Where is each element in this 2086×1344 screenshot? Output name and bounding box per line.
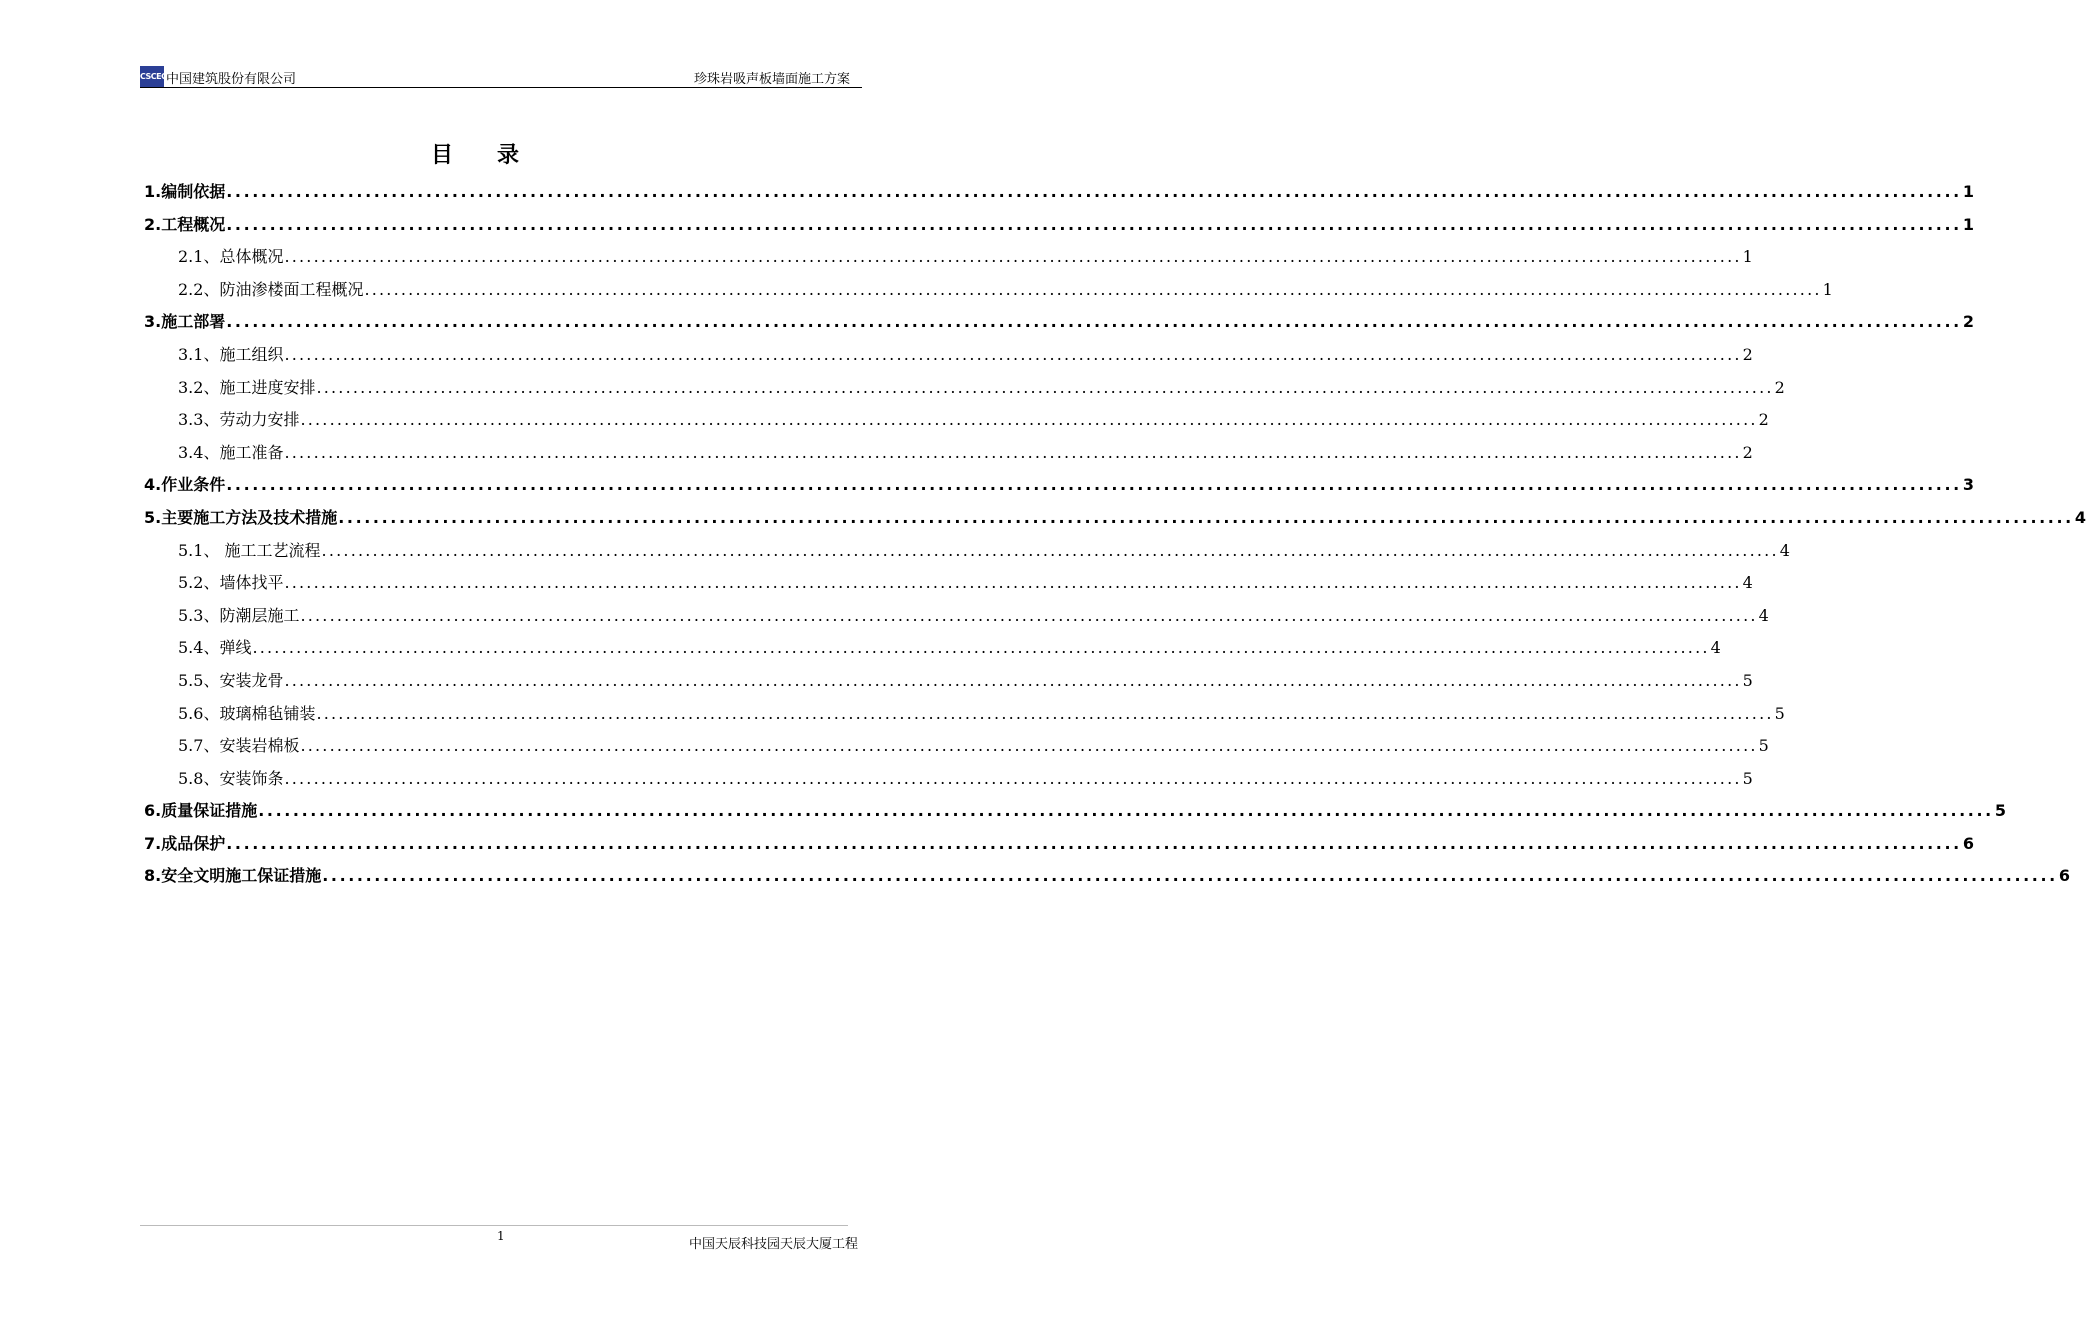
footer-divider — [140, 1225, 848, 1226]
toc-entry-label: 3.3、劳动力安排 — [178, 410, 300, 430]
toc-entry-label: 2.工程概况 — [144, 214, 226, 234]
toc-leader-dots: ........................................................................................................................................................................................................ — [284, 670, 1742, 690]
toc-entry-page: 4 — [1710, 638, 1721, 658]
toc-leader-dots: ........................................................................................................................................................................................................ — [322, 866, 2058, 886]
toc-entry-label: 5.5、安装龙骨 — [178, 670, 284, 690]
toc-entry[interactable] — [144, 698, 1785, 731]
toc-entry-label: 3.施工部署 — [144, 312, 226, 332]
toc-entry[interactable] — [144, 795, 2006, 828]
toc-entry-label: 5.8、安装饰条 — [178, 768, 284, 788]
company-name: 中国建筑股份有限公司 — [166, 72, 297, 87]
toc-entry[interactable] — [144, 567, 1753, 600]
toc-leader-dots: ........................................................................................................................................................................................................ — [258, 801, 1994, 821]
toc-entry-page: 2 — [1742, 442, 1753, 462]
toc-entry[interactable] — [144, 469, 1974, 502]
toc-leader-dots: ........................................................................................................................................................................................................ — [300, 410, 1758, 430]
toc-entry[interactable] — [144, 860, 2070, 893]
toc-entry-label: 4.作业条件 — [144, 475, 226, 495]
toc-entry-label: 3.4、施工准备 — [178, 442, 284, 462]
toc-leader-dots: ........................................................................................................................................................................................................ — [284, 344, 1742, 364]
toc-entry-label: 5.主要施工方法及技术措施 — [144, 507, 338, 527]
toc-leader-dots: ........................................................................................................................................................................................................ — [321, 540, 1779, 560]
toc-entry-label: 6.质量保证措施 — [144, 801, 258, 821]
toc-entry-label: 2.1、总体概况 — [178, 247, 284, 267]
toc-entry[interactable] — [144, 600, 1769, 633]
footer-project-name: 中国天辰科技园天辰大厦工程 — [688, 1237, 858, 1252]
toc-entry-label: 5.1、 施工工艺流程 — [178, 540, 321, 560]
toc-entry-label: 5.7、安装岩棉板 — [178, 736, 300, 756]
toc-leader-dots: ........................................................................................................................................................................................................ — [284, 442, 1742, 462]
toc-entry-page: 6 — [1962, 833, 1974, 853]
toc-entry-page: 5 — [1758, 736, 1769, 756]
toc-entry[interactable] — [144, 306, 1974, 339]
toc-leader-dots: ........................................................................................................................................................................................................ — [338, 507, 2074, 527]
header-divider — [140, 87, 862, 88]
toc-entry[interactable] — [144, 730, 1769, 763]
toc-entry-label: 5.2、墙体找平 — [178, 573, 284, 593]
toc-entry-label: 5.3、防潮层施工 — [178, 605, 300, 625]
toc-entry-page: 2 — [1774, 377, 1785, 397]
page-header — [140, 64, 862, 88]
toc-leader-dots: ........................................................................................................................................................................................................ — [284, 247, 1742, 267]
document-title: 珍珠岩吸声板墙面施工方案 — [693, 72, 850, 87]
toc-entry-label: 3.1、施工组织 — [178, 344, 284, 364]
toc-leader-dots: ........................................................................................................................................................................................................ — [284, 768, 1742, 788]
toc-entry-page: 2 — [1758, 410, 1769, 430]
toc-entry-page: 5 — [1742, 670, 1753, 690]
toc-entry[interactable] — [144, 339, 1753, 372]
toc-entry-page: 5 — [1742, 768, 1753, 788]
toc-entry-page: 4 — [2074, 507, 2086, 527]
toc-entry-page: 2 — [1962, 312, 1974, 332]
toc-leader-dots: ........................................................................................................................................................................................................ — [316, 703, 1774, 723]
toc-leader-dots: ........................................................................................................................................................................................................ — [364, 279, 1822, 299]
table-of-contents — [144, 176, 2086, 893]
toc-entry[interactable] — [144, 437, 1753, 470]
toc-leader-dots: ........................................................................................................................................................................................................ — [226, 312, 1962, 332]
toc-entry-page: 3 — [1962, 475, 1974, 495]
toc-entry-label: 7.成品保护 — [144, 833, 226, 853]
toc-leader-dots: ........................................................................................................................................................................................................ — [300, 605, 1758, 625]
toc-entry-label: 5.4、弹线 — [178, 638, 252, 658]
toc-leader-dots: ........................................................................................................................................................................................................ — [226, 214, 1962, 234]
toc-leader-dots: ........................................................................................................................................................................................................ — [300, 736, 1758, 756]
toc-entry-label: 8.安全文明施工保证措施 — [144, 866, 322, 886]
toc-entry[interactable] — [144, 274, 1833, 307]
toc-entry[interactable] — [144, 632, 1721, 665]
toc-entry[interactable] — [144, 209, 1974, 242]
toc-entry-page: 4 — [1779, 540, 1790, 560]
toc-entry-page: 4 — [1758, 605, 1769, 625]
toc-entry[interactable] — [144, 176, 1974, 209]
toc-entry-page: 1 — [1822, 279, 1833, 299]
toc-entry-page: 1 — [1962, 182, 1974, 201]
toc-entry-page: 5 — [1774, 703, 1785, 723]
toc-leader-dots: ........................................................................................................................................................................................................ — [284, 573, 1742, 593]
toc-entry-label: 5.6、玻璃棉毡铺装 — [178, 703, 316, 723]
toc-entry[interactable] — [144, 828, 1974, 861]
toc-leader-dots: ........................................................................................................................................................................................................ — [226, 182, 1962, 201]
toc-leader-dots: ........................................................................................................................................................................................................ — [316, 377, 1774, 397]
toc-entry-page: 1 — [1742, 247, 1753, 267]
toc-entry[interactable] — [144, 535, 1790, 568]
toc-leader-dots: ........................................................................................................................................................................................................ — [226, 833, 1962, 853]
toc-entry-label: 1.编制依据 — [144, 182, 226, 201]
toc-entry[interactable] — [144, 241, 1753, 274]
toc-entry-page: 5 — [1994, 801, 2006, 821]
toc-entry-page: 4 — [1742, 573, 1753, 593]
toc-entry-page: 1 — [1962, 214, 1974, 234]
toc-entry-label: 3.2、施工进度安排 — [178, 377, 316, 397]
toc-leader-dots: ........................................................................................................................................................................................................ — [252, 638, 1710, 658]
page-number: 1 — [497, 1229, 505, 1243]
toc-entry[interactable] — [144, 763, 1753, 796]
toc-entry[interactable] — [144, 665, 1753, 698]
toc-entry[interactable] — [144, 502, 2086, 535]
company-logo: CSCEC — [140, 66, 164, 88]
toc-leader-dots: ........................................................................................................................................................................................................ — [226, 475, 1962, 495]
toc-entry-page: 2 — [1742, 344, 1753, 364]
toc-entry-label: 2.2、防油渗楼面工程概况 — [178, 279, 364, 299]
toc-title: 目录 — [430, 143, 563, 168]
toc-entry-page: 6 — [2058, 866, 2070, 886]
toc-entry[interactable] — [144, 404, 1769, 437]
toc-entry[interactable] — [144, 372, 1785, 405]
